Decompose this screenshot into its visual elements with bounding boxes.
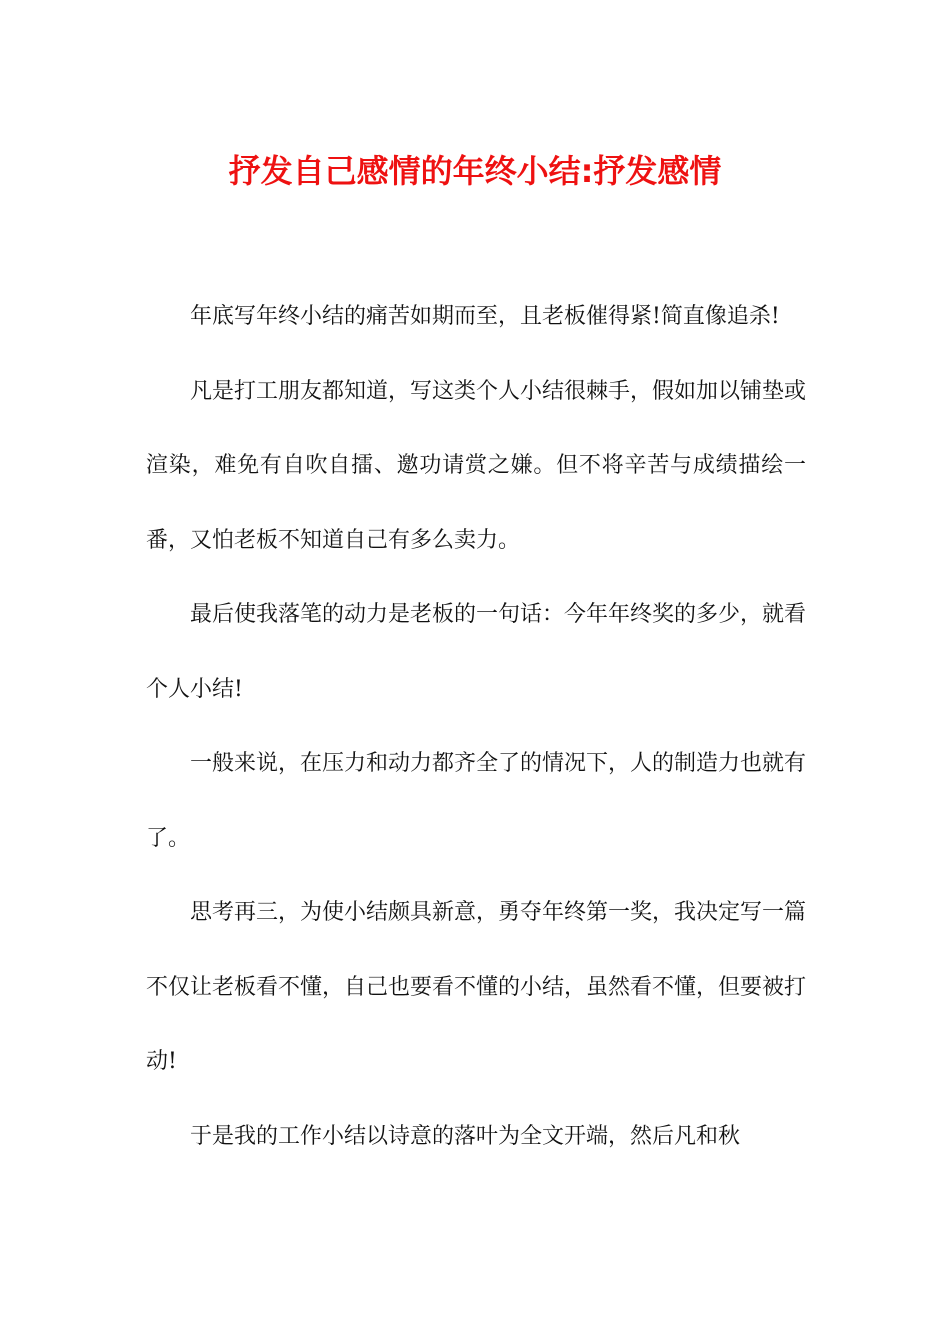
paragraph: 最后使我落笔的动力是老板的一句话：今年年终奖的多少，就看个人小结! [146,602,807,702]
document-body [146,280,806,1174]
paragraph: 一般来说，在压力和动力都齐全了的情况下，人的制造力也就有了。 [146,751,807,851]
paragraph: 于是我的工作小结以诗意的落叶为全文开端，然后凡和秋 [190,1123,741,1149]
paragraph: 年底写年终小结的痛苦如期而至，且老板催得紧!简直像追杀! [190,304,780,329]
document-title: 抒发自己感情的年终小结:抒发感情 [228,152,722,190]
paragraph: 凡是打工朋友都知道，写这类个人小结很棘手，假如加以铺垫或渲染，难免有自吹自擂、邀功请赏之嫌。但不将辛苦与成绩描绘一番，又怕老板不知道自己有多么卖力。 [146,378,807,553]
paragraph: 思考再三，为使小结颇具新意，勇夺年终第一奖，我决定写一篇不仅让老板看不懂，自己也要看不懂的小结，虽然看不懂，但要被打动! [146,900,807,1074]
